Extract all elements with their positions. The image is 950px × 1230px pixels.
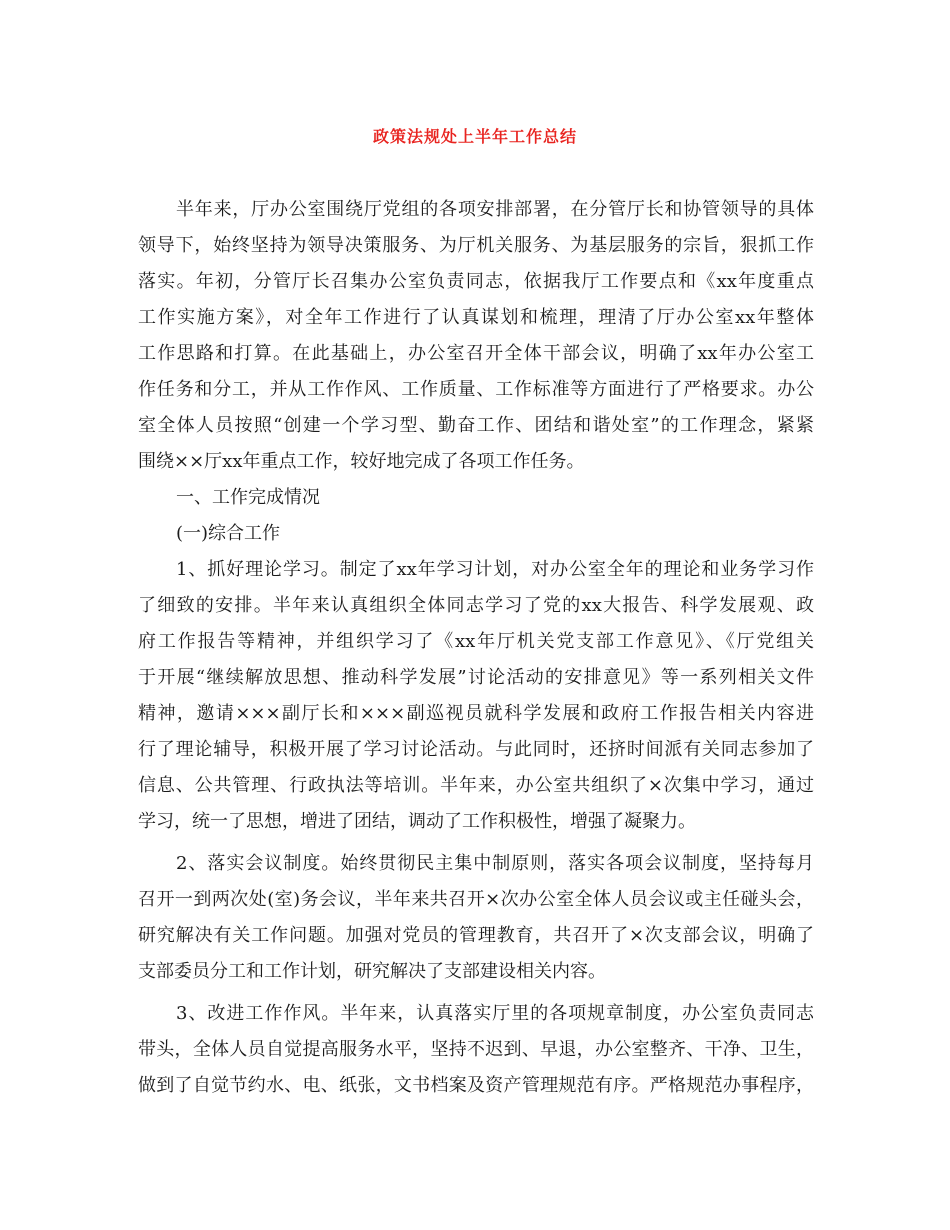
- document-title: 政策法规处上半年工作总结: [372, 127, 577, 146]
- text-line: 落实。年初，分管厅长召集办公室负责同志，依据我厅工作要点和《xx年度重点: [138, 271, 814, 292]
- subsection-heading: (一)综合工作: [176, 523, 281, 544]
- text-line: 围绕××厅xx年重点工作，较好地完成了各项工作任务。: [138, 451, 585, 472]
- text-line: 半年来，厅办公室围绕厅党组的各项安排部署，在分管厅长和协管领导的具体: [176, 199, 814, 220]
- text-line: 精神，邀请×××副厅长和×××副巡视员就科学发展和政府工作报告相关内容进: [138, 703, 814, 724]
- text-line: 室全体人员按照“创建一个学习型、勤奋工作、团结和谐处室”的工作理念，紧紧: [138, 415, 814, 436]
- section-heading: 一、工作完成情况: [176, 487, 320, 508]
- text-line: 2、落实会议制度。始终贯彻民主集中制原则，落实各项会议制度，坚持每月: [176, 853, 814, 874]
- text-line: 府工作报告等精神，并组织学习了《xx年厅机关党支部工作意见》、《厅党组关: [138, 631, 814, 652]
- text-line: 做到了自觉节约水、电、纸张，文书档案及资产管理规范有序。严格规范办事程序，: [138, 1075, 814, 1096]
- text-line: 学习，统一了思想，增进了团结，调动了工作积极性，增强了凝聚力。: [138, 811, 696, 832]
- paragraph-item-1: [138, 552, 814, 840]
- text-line: 信息、公共管理、行政执法等培训。半年来，办公室共组织了×次集中学习，通过: [138, 775, 814, 796]
- text-line: 3、改进工作作风。半年来，认真落实厅里的各项规章制度，办公室负责同志: [176, 1003, 814, 1024]
- text-line: 支部委员分工和工作计划，研究解决了支部建设相关内容。: [138, 961, 606, 982]
- text-line: 领导下，始终坚持为领导决策服务、为厅机关服务、为基层服务的宗旨，狠抓工作: [138, 235, 814, 256]
- text-line: 1、抓好理论学习。制定了xx年学习计划，对办公室全年的理论和业务学习作: [176, 559, 814, 580]
- paragraph-intro: [138, 192, 814, 480]
- text-line: 于开展“继续解放思想、推动科学发展”讨论活动的安排意见》等一系列相关文件: [138, 667, 814, 688]
- text-line: 了细致的安排。半年来认真组织全体同志学习了党的xx大报告、科学发展观、政: [138, 595, 814, 616]
- paragraph-item-3: [138, 996, 814, 1104]
- paragraph-item-2: [138, 846, 814, 990]
- text-line: 工作实施方案》，对全年工作进行了认真谋划和梳理，理清了厅办公室xx年整体: [138, 307, 814, 328]
- text-line: 工作思路和打算。在此基础上，办公室召开全体干部会议，明确了xx年办公室工: [138, 343, 814, 364]
- text-line: 作任务和分工，并从工作作风、工作质量、工作标准等方面进行了严格要求。办公: [138, 379, 814, 400]
- text-line: 行了理论辅导，积极开展了学习讨论活动。与此同时，还挤时间派有关同志参加了: [138, 739, 814, 760]
- text-line: 召开一到两次处(室)务会议，半年来共召开×次办公室全体人员会议或主任碰头会，: [138, 889, 814, 910]
- text-line: 研究解决有关工作问题。加强对党员的管理教育，共召开了×次支部会议，明确了: [138, 925, 814, 946]
- document-body: [138, 192, 814, 1104]
- text-line: 带头，全体人员自觉提高服务水平，坚持不迟到、早退，办公室整齐、干净、卫生，: [138, 1039, 814, 1060]
